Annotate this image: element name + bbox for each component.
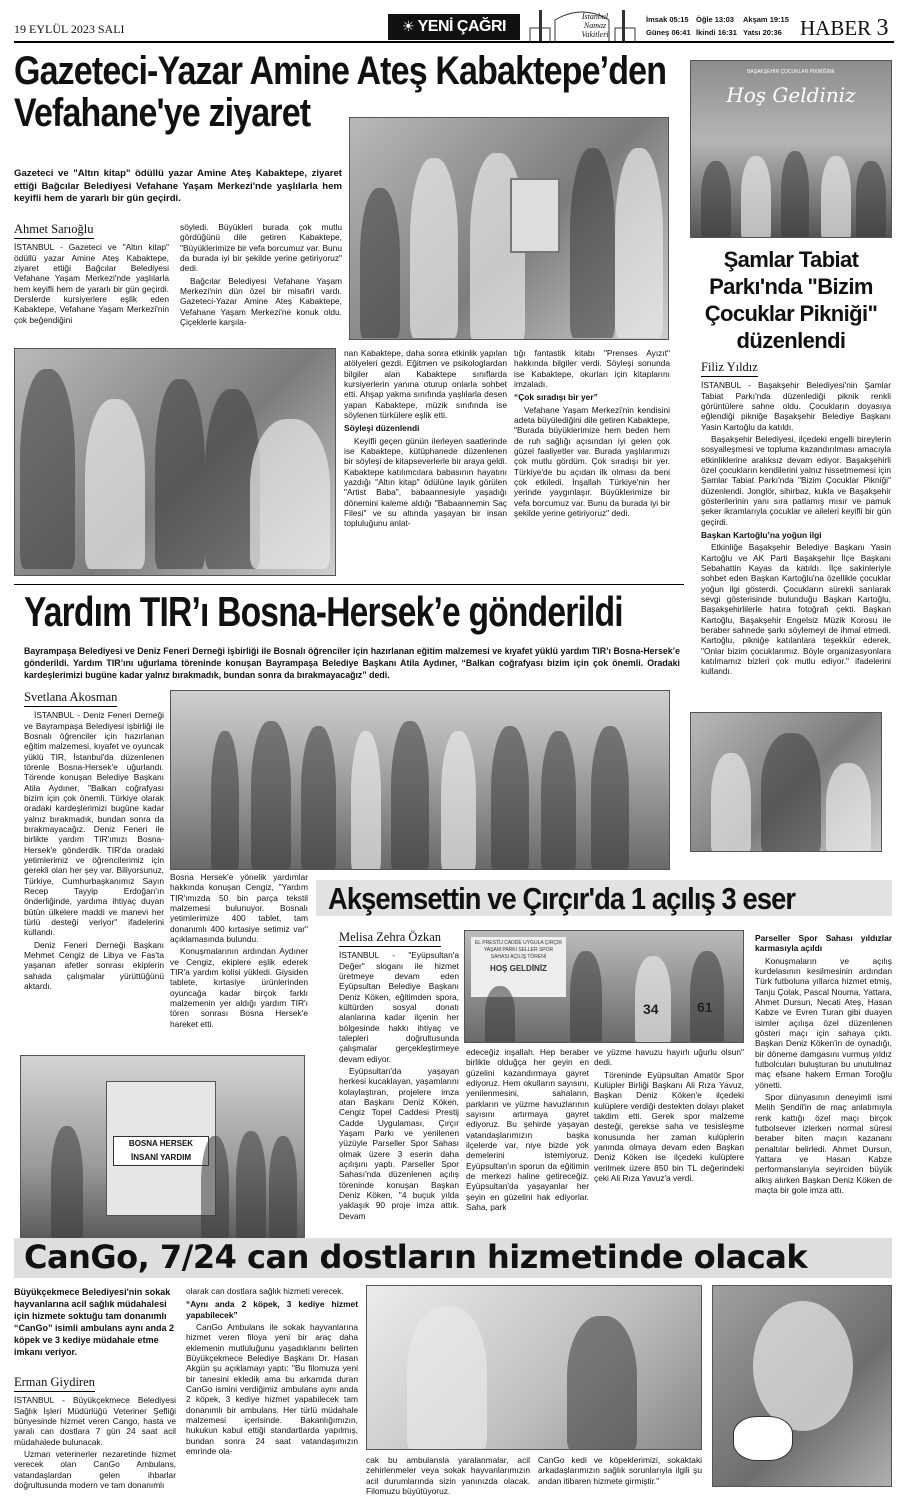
article4-col2: edeceğiz inşallah. Hep beraber birlikte olduğça her geyin en güzelini kazandırmaya gayret ediyoruz. Hem okulların sayısını, yenilenmesini, sahaların, parkların ve yüzme havuzlarının sayısını artırmaya gayret ediyoruz. Bu şehirde yaşayan vatandaşlarımızın başka ilçelerde var, niye bizde yok demelerini istemiyoruz. Eyüpsultan'ın sporun da eğitimin de merkezi haline getireceğiz. Eyüpsultan'da yaşayanlar her şeyin en güzelini hak ediyorlar. Saha, park <box>466 1047 589 1212</box>
article2-photo-picnic <box>690 60 892 238</box>
article5-photo-puppy <box>712 1285 892 1487</box>
article3-title: Yardım TIR’ı Bosna-Hersek’e gönderildi <box>24 588 623 635</box>
article1-title: Gazeteci-Yazar Amine Ateş Kabaktepe’den Vefahane'ye ziyaret <box>14 49 667 135</box>
article1-col3: nan Kabaktepe, daha sonra etkinlik yapılan atölyeleri gezdi. Eğitmen ve psikologlardan bilgiler alan Kabaktepe sınıflarda kursiyerlerin yanına oturup onlarla sohbet etti. Ahşap yakma sınıfında yaşlılarla desen yapan Kabaktepe, müzik sınıfında ise söylenen türkülere eşlik etti. Söyleşi düzenlendi Keyifli geçen günün ilerleyen saatlerinde ise Kabaktepe, kütüphanede düzenlenen bir söyleşi de kitapseverlerle bir araya geldi. Kabaktepe katılımcılara babasının hayatını yazdığı "Altın kitap" ödülüne layık görülen "Artist Baba", babaannesiyle yaşadığı dönemini kaleme aldığı "Babaannemin Saç Filesi" ve su altında yaşayan bir insan topluluğunu anlat- <box>344 348 507 529</box>
jersey-34: 34 <box>643 1001 659 1017</box>
article1-col2: söyledi. Büyükleri burada çok mutlu gördüğünü dile getiren Kabaktepe, "Büyüklerimize bir vefa borcumuz var. Bunu da burada iyi bir şekilde yerine getiriyoruz" dedi. Bağcılar Belediyesi Vefahane Yaşam Merkezi'nin dün özel bir misafiri vardı. Gazeteci-Yazar Amine Ateş Kabaktepe, Vefahane Yaşam Merkezi'ne konuk oldu. Çiçeklerle karşıla- <box>180 222 342 327</box>
article1-photo-workshop <box>14 348 336 576</box>
article1-lead: Gazeteci ve "Altın kitap" ödüllü yazar Amine Ateş Kabaktepe, ziyaret ettiği Bağcılar Belediyesi Vefahane Yaşam Merkezi'nde yaşlılarla hem keyifli hem de yararlı bir gün geçirdi. <box>14 168 342 204</box>
article3-photo-truck <box>20 1055 305 1240</box>
article1-photo-award <box>349 117 669 340</box>
article5-col3: cak bu ambulansla yaralanmalar, acil zehirlenmeler veya sokak hayvanlarımızın acil durumlarında sizin yanınızda olacak. Filomuzu büyütüyoruz. <box>366 1455 530 1496</box>
article3-photo-group <box>170 690 670 870</box>
article5-col2: olarak can dostlara sağlık hizmeti verecek. “Aynı anda 2 köpek, 3 kediye hizmet yapabilecek” CanGo Ambulans ile sokak hayvanlarına hizmet veren filoya yeni bir araç daha eklemenin mutluluğunu yaşadıklarını belirten Büyükçekmece Belediye Başkanı Dr. Hasan Akgün şu açıklamayı yaptı: "Bu filomuza yeni bir tanesini ekledik ama bu arkamda duran CanGo ismini verdiğimiz ambulans aynı anda 2 köpek, 3 kediye hizmet yapabilecek tam donanımlı bir ambulans. Her türlü müdahale malzemesi içerisinde. Bakanlığımızın, hukukun kabul ettiği standartlarda yapılmış, bundan sonra 24 saat vatandaşımızın emrinde ola- <box>186 1286 358 1456</box>
article5-lead: Büyükçekmece Belediyesi'nin sokak hayvanlarına acil sağlık müdahalesi için hizmete soktuğu tam donanımlı “CanGo” isimli ambulans aynı anda 2 köpek ve 3 kediye müdahale etme imkanı veriyor. <box>14 1287 175 1357</box>
article4-photo-opening <box>464 930 744 1043</box>
article4-title-bar: Akşemsettin ve Çırçır'da 1 açılış 3 eser <box>316 880 892 916</box>
truck-sign: BOSNA HERSEK İNSANİ YARDIM <box>113 1136 209 1166</box>
article3-author: Svetlana Akosman <box>24 690 117 707</box>
article2-author: Filiz Yıldız <box>701 360 758 377</box>
prayer-title: İstanbul <box>581 12 609 21</box>
article2-banner-script: Hoş Geldiniz <box>726 83 856 107</box>
article1-subhead-1: Söyleşi düzenlendi <box>344 423 420 434</box>
page-date: 19 EYLÜL 2023 SALI <box>14 22 125 36</box>
article5-col1: Erman Giydiren İSTANBUL - Büyükçekmece Belediyesi Sağlık İşleri Müdürlüğü Veteriner Şefliği bünyesinde hizmet veren Cango, hasta ve yaralı can dostlara 7 gün 24 saat acil müdahalede bulunacak. Uzman veterinerler nezaretinde hizmet verecek olan CanGo Ambulans, vatandaşlardan gelen ihbarlar doğrultusunda modern ve tam donanımlı <box>14 1375 176 1490</box>
mosque-icon: İstanbul Namaz Vakitleri <box>525 8 640 42</box>
header-divider <box>14 41 894 43</box>
opening-banner: EL PRESTİJ CADDE UYGULA ÇIRÇIR YAŞAM PARKI SELLER SPOR SAHASI AÇILIŞ TÖRENİ HOŞ GELDİNİZ <box>471 937 566 997</box>
article1-col1: Ahmet Sarıoğlu İSTANBUL - Gazeteci ve "Altın kitap" ödüllü yazar Amine Ateş Kabaktepe, ziyaret ettiği Bağcılar Belediyesi Vefahane Yaşam Merkezi'nde yaşlılarla hem keyifli hem de yararlı bir gün geçirdi. Derslerde kursiyerlere eşlik eden Kabaktepe, Vefahane Yaşam Merkezi'nin çok beğendiğini <box>14 222 169 325</box>
article2-subhead: Başkan Kartoğlu’na yoğun ilgi <box>701 529 822 540</box>
jersey-61: 61 <box>697 999 713 1015</box>
article2-banner-small: BAŞAKŞEHİR ÇOCUKLAR PİKNİĞİNE <box>747 69 835 75</box>
article5-author: Erman Giydiren <box>14 1375 95 1392</box>
article2-photo-mayor <box>690 712 882 852</box>
page-number: 3 <box>876 15 889 41</box>
article3-col1: Svetlana Akosman İSTANBUL - Deniz Feneri Derneği ve Bayrampaşa Belediyesi işbirliği ile Bosnalı öğrenciler için hazırlanan eğitim malzemesi, kıyafet ve oyuncak yüklü TIR, İstanbul'da düzenlenen törenle Bosna-Hersek'e uğurlandı. Törende konuşan Belediye Başkanı Atila Aydıner, "Balkan coğrafyası bizim için çok önemli. Türkiye olarak oradaki kardeşlerimizi bugüne kadar yalnız bırakmadık, bundan sonra da bırakmayacağız. Deniz Feneri ile birlikte yardım TIR'ımızı Bosna-Hersek'e gönderdik. TIR'da oradaki yetimlerimiz ve öğrencilerimiz için gerekli olan her şey var. Biliyorsunuz, Türkiye, Cumhurbaşkanımız Sayın Recep Tayyip Erdoğan'ın önderliğinde, yardıma ihtiyaç duyan bütün ülkelere maddi ve manevi her türlü desteği veriyor" ifadelerini kullandı. Deniz Feneri Derneği Başkanı Mehmet Cengiz de Libya ve Fas'ta yaşanan afetler sonrası ekiplerin sahada çalışmalar yürüttüğünü aktardı. <box>24 690 164 991</box>
article1-col4: tığı fantastik kitabı "Prenses Ayızıt" hakkında bilgiler verdi. Söyleşi sonunda ise Kabaktepe, okurları için kitaplarını imzaladı. “Çok sıradışı bir yer” Vefahane Yaşam Merkezi'nin kendisini adeta büyülediğini dile getiren Kabaktepe, "Burada büyüklerimize hem beden hem de ruh sağlığı açısından iyi gelen çok güzel faaliyetler var. Burada yaşlılarımızı çok mutlu gördüm. Çok sıradışı bir yer. Türkiye'de bu açıdan ilk olması da beni çok etkiledi. İnşallah Türkiye'nin her yerinde yaygınlaşır. Büyüklerimize bir vefa borcumuz var. Bunu da burada iyi bir şekilde yerine getiriyoruz" dedi. <box>514 348 670 518</box>
article4-author: Melisa Zehra Özkan <box>339 930 441 947</box>
article5-subhead: “Aynı anda 2 köpek, 3 kediye hizmet yapabilecek” <box>186 1299 358 1320</box>
section-label: HABER 3 <box>800 15 889 41</box>
article2-title: Şamlar Tabiat Parkı'nda "Bizim Çocuklar Pikniği" düzenlendi <box>704 247 878 353</box>
masthead-logo: ☀ YENİ ÇAĞRI <box>388 14 520 40</box>
prayer-times: İmsak 05:15 Öğle 13:03 Akşam 19:15 Güneş 06:41 İkindi 16:31 Yatsı 20:36 <box>646 15 789 37</box>
article5-title-bar: CanGo, 7/24 can dostların hizmetinde olacak <box>14 1238 892 1278</box>
article5-photo-ambulance <box>366 1285 702 1450</box>
article4-side-subhead: Parseller Spor Sahası yıldızlar karmasıyla açıldı <box>755 933 892 954</box>
article5-col4: CanGo kedi ve köpeklerimizi, sokaktaki arkadaşlarımızın sağlık sorunlarıyla ilgili şu andan itibaren hizmete girmiştir." <box>538 1455 702 1486</box>
article3-col2: Bosna Hersek'e yönelik yardımlar hakkında konuşan Cengiz, "Yardım TIR'ımızda 50 bin parça tekstil malzemesi bulunuyor. Bosnalı yetimlerimize 400 tablet, tam donanımlı 400 kırtasiye setimiz var" açıklamasında bulundu. Konuşmalarının ardından Aydıner ve Cengiz, ekiplere eşlik ederek TIR'a yardım kolisi yükledi. Giysiden tablete, kırtasiye ürünlerinden oyuncağa kadar birçok farklı malzemenin yer aldığı yardım TIR'ı tören sonrası Bosna Hersek'e hareket etti. <box>170 872 308 1029</box>
article4-sidebar: Parseller Spor Sahası yıldızlar karmasıyla açıldı Konuşmaların ve açılış kurdelasının kesilmesinin ardından Türk futboluna yıllarca hizmet etmiş, Tanju Çolak, Pascal Nouma, Yattara, Ahmet Dursun, Necati Ateş, Hasan Kabze ve Evren Turan gibi duayen isimler açılışa özel düzenlenen gösteri maçı için sahaya çıktı. Başkan Deniz Köken'in de oynadığı, bir döneme damgasını vurmuş yıldız futbolcuları buluşturan bu unutulmaz maç efsane hakem Erman Toroğlu yönetti. Spor dünyasının deneyimli ismi Melih Şendil'in de maç anlatımıyla renk kattığı özel maçı birçok futbolsever izlerken normal süresi beraber biten maçın kazananı penaltılar belirledi. Ahmet Dursun, Yattara ve Hasan Kabze performanslarıyla seyirciden büyük alkış alırken Başkan Deniz Köken de maçta bir gole imza attı. <box>755 933 892 1195</box>
logo-icon: ☀ <box>402 18 415 35</box>
puppy-shape <box>733 1416 793 1461</box>
article2-body: Filiz Yıldız İSTANBUL - Başakşehir Belediyesi'nin Şamlar Tabiat Parkı'nda düzenlediği piknik renkli görüntülere sahne oldu. Çocukların doyasıya eğlendiği pikniğe Başakşehir Belediye Başkanı Yasin Kartoğlu da katıldı. Başakşehir Belediyesi, ilçedeki engelli bireylerin sosyalleşmesi ve topluma kazandırılması amacıyla etkinliklerine aralıksız devam ediyor. Başakşehirli özel çocukların kendilerini yalnız hissetmemesi için Şamlar Tabiat Parkı'nda "Bizim Çocuklar Pikniği" düzenlendi. Jonglör, sihirbaz, kukla ve Başakşehir gösterilerinin yanı sıra patlamış mısır ve pamuk şeker ikramlarıyla çocuklar ve aileleri keyifli bir gün geçirdi. Başkan Kartoğlu’na yoğun ilgi Etkinliğe Başakşehir Belediye Başkanı Yasin Kartoğlu ve AK Parti Başakşehir İlçe Başkanı Sebahattin Kayas da katıldı. İlçe sakinleriyle sohbet eden Başkan Kartoğlu'na özellikle çocuklar yoğun ilgi gösterdi. Çocukların sürekli sarılarak sevgi gösterisinde bulunduğu Başkan Kartoğlu, Başakşehirlilerle hatıra fotoğrafı çekti. Başkan Kartoğlu, Başakşehir Engelsiz Müzik Korosu ile beraber sahnede şarkı söylemeyi de ihmal etmedi. Kartoğlu, pikniğe katılanlara teşekkür ederek, "Onlar bizim çocuklarımız. Böyle organizasyonlara katılmamız bizleri çok mutlu ediyor." ifadelerini kullandı. <box>701 360 891 677</box>
article1-subhead-2: “Çok sıradışı bir yer” <box>514 392 598 403</box>
article3-lead: Bayrampaşa Belediyesi ve Deniz Feneri Derneği işbirliği ile Bosnalı öğrenciler için hazırlanan eğitim malzemesi ve kıyafet yüklü yardım TIR’ı Bosna-Hersek’e gönderildi. Yardım TIR’ını uğurlama töreninde konuşan Bayrampaşa Belediye Başkanı Atila Aydıner, “Balkan coğrafyası bizim için çok önemli. Oradaki kardeşlerimizi bugüne kadar yalnız bırakmadık, bundan sonra da bırakmayacağız” dedi. <box>24 646 680 680</box>
article4-col1: Melisa Zehra Özkan İSTANBUL - "Eyüpsultan'a Değer" sloganı ile hizmet üretmeye devam eden Eyüpsultan Belediye Başkanı Deniz Köken, eğitimden spora, kültürden sosyal donatı alanlarına kadar ilçenin her bölgesinde hakkı ihtiyaç ve talepleri doğrultusunda çalışmalar gerçekleştirmeye devam ediyor. Eyüpsultan'da yaşayan herkesi kucaklayan, yaşamlarını kolaylaştıran, projelere imza atan Başkanı Deniz Köken, Cengiz Topel Caddesi Prestij Cadde Uygulaması, Çırçır Yaşam Parkı ve yenilenen yüzüyle Parseller Spor Sahası olmak üzere 3 eserin daha açılışını yaptı. Parseller Spor Sahası'nda düzenlenen açılış töreninde konuşan Başkan Deniz Köken, "4 buçuk yılda yaklaşık 90 proje imza attık. Devam <box>339 930 459 1221</box>
article1-author: Ahmet Sarıoğlu <box>14 222 94 239</box>
article4-col3: ve yüzme havuzu hayırlı uğurlu olsun" dedi. Töreninde Eyüpsultan Amatör Spor Kulüpler Birliği Başkanı Ali Rıza Yavuz, Başkan Deniz Köken'e ilçedeki kulüplere verdiği destekten dolayı plaket takdim etti. Gerek spor malzeme desteği, gerekse saha ve tesisleşme konusunda her zaman kulüplerin yanında olmaya devam eden Başkan Deniz Köken ise ilçedeki kulüplere verilmek üzere 850 bin TL değerindeki çeki Ali Rıza Yavuz'a verdi. <box>594 1047 744 1183</box>
